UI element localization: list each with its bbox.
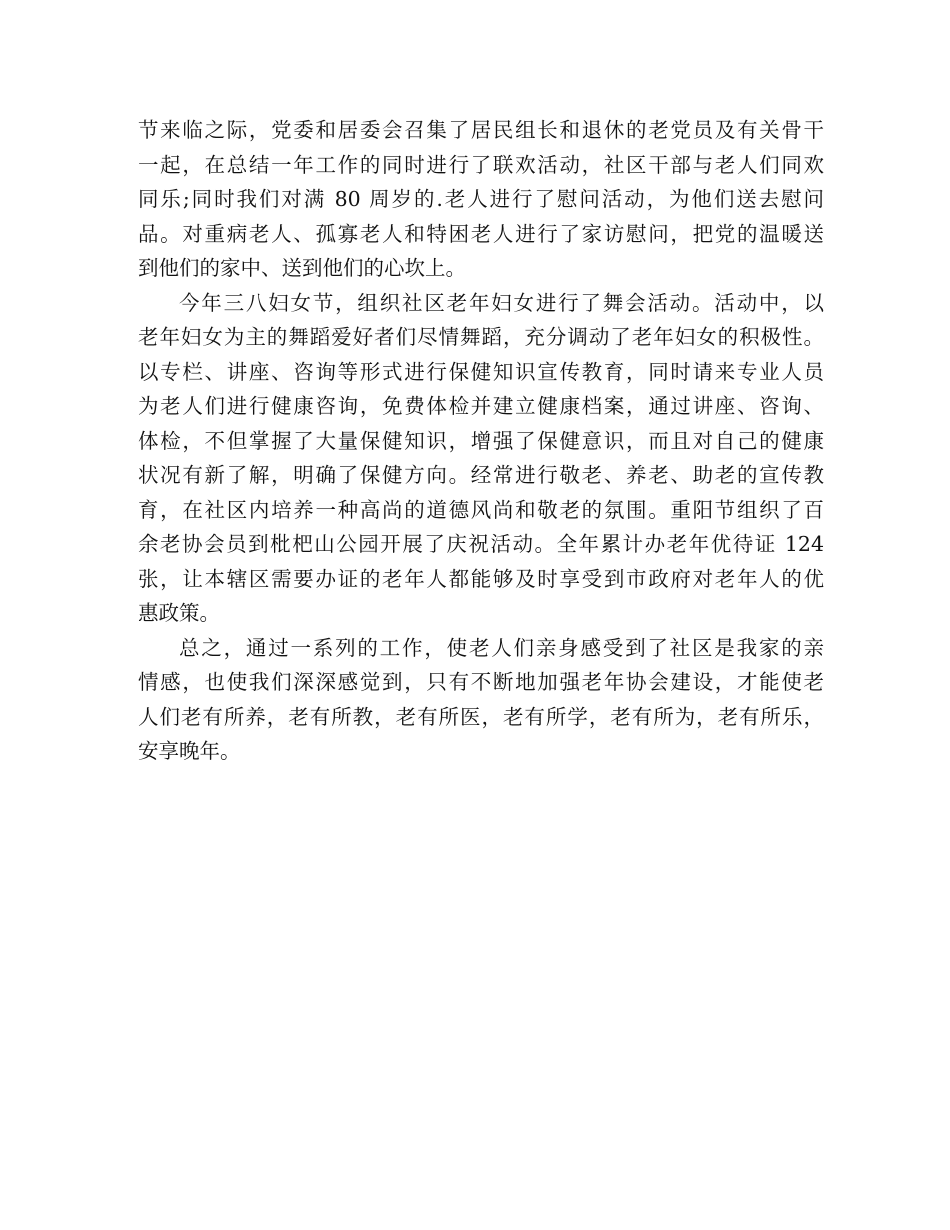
text-line: 余老协会员到枇杷山公园开展了庆祝活动。全年累计办老年优待证 124	[138, 532, 824, 556]
text-line: 老年妇女为主的舞蹈爱好者们尽情舞蹈，充分调动了老年妇女的积极性。	[138, 325, 824, 349]
paragraph-3	[138, 631, 824, 769]
text-line: 安享晚年。	[138, 739, 241, 763]
text-line: 以专栏、讲座、咨询等形式进行保健知识宣传教育，同时请来专业人员	[138, 359, 824, 384]
text-line: 张，让本辖区需要办证的老年人都能够及时享受到市政府对老年人的优	[138, 566, 824, 591]
text-line: 一起，在总结一年工作的同时进行了联欢活动，社区干部与老人们同欢	[138, 152, 824, 177]
text-line: 到他们的家中、送到他们的心坎上。	[138, 256, 466, 280]
paragraph-2	[138, 286, 824, 631]
text-line: 育，在社区内培养一种高尚的道德风尚和敬老的氛围。重阳节组织了百	[138, 497, 824, 522]
text-line: 节来临之际，党委和居委会召集了居民组长和退休的老党员及有关骨干	[138, 118, 824, 142]
document-body	[138, 113, 824, 769]
text-line: 惠政策。	[138, 601, 220, 625]
text-line: 今年三八妇女节，组织社区老年妇女进行了舞会活动。活动中，以	[179, 290, 824, 315]
text-line: 品。对重病老人、孤寡老人和特困老人进行了家访慰问，把党的温暖送	[138, 221, 824, 246]
text-line: 体检，不但掌握了大量保健知识，增强了保健意识，而且对自己的健康	[138, 428, 824, 453]
text-line: 人们老有所养，老有所教，老有所医，老有所学，老有所为，老有所乐，	[138, 704, 824, 729]
text-line: 同乐;同时我们对满 80 周岁的.老人进行了慰问活动，为他们送去慰问	[138, 187, 824, 211]
paragraph-1	[138, 113, 824, 286]
text-line: 情感，也使我们深深感觉到，只有不断地加强老年协会建设，才能使老	[138, 670, 824, 694]
text-line: 为老人们进行健康咨询，免费体检并建立健康档案，通过讲座、咨询、	[138, 394, 824, 418]
text-line: 总之，通过一系列的工作，使老人们亲身感受到了社区是我家的亲	[179, 635, 824, 660]
text-line: 状况有新了解，明确了保健方向。经常进行敬老、养老、助老的宣传教	[138, 463, 824, 487]
